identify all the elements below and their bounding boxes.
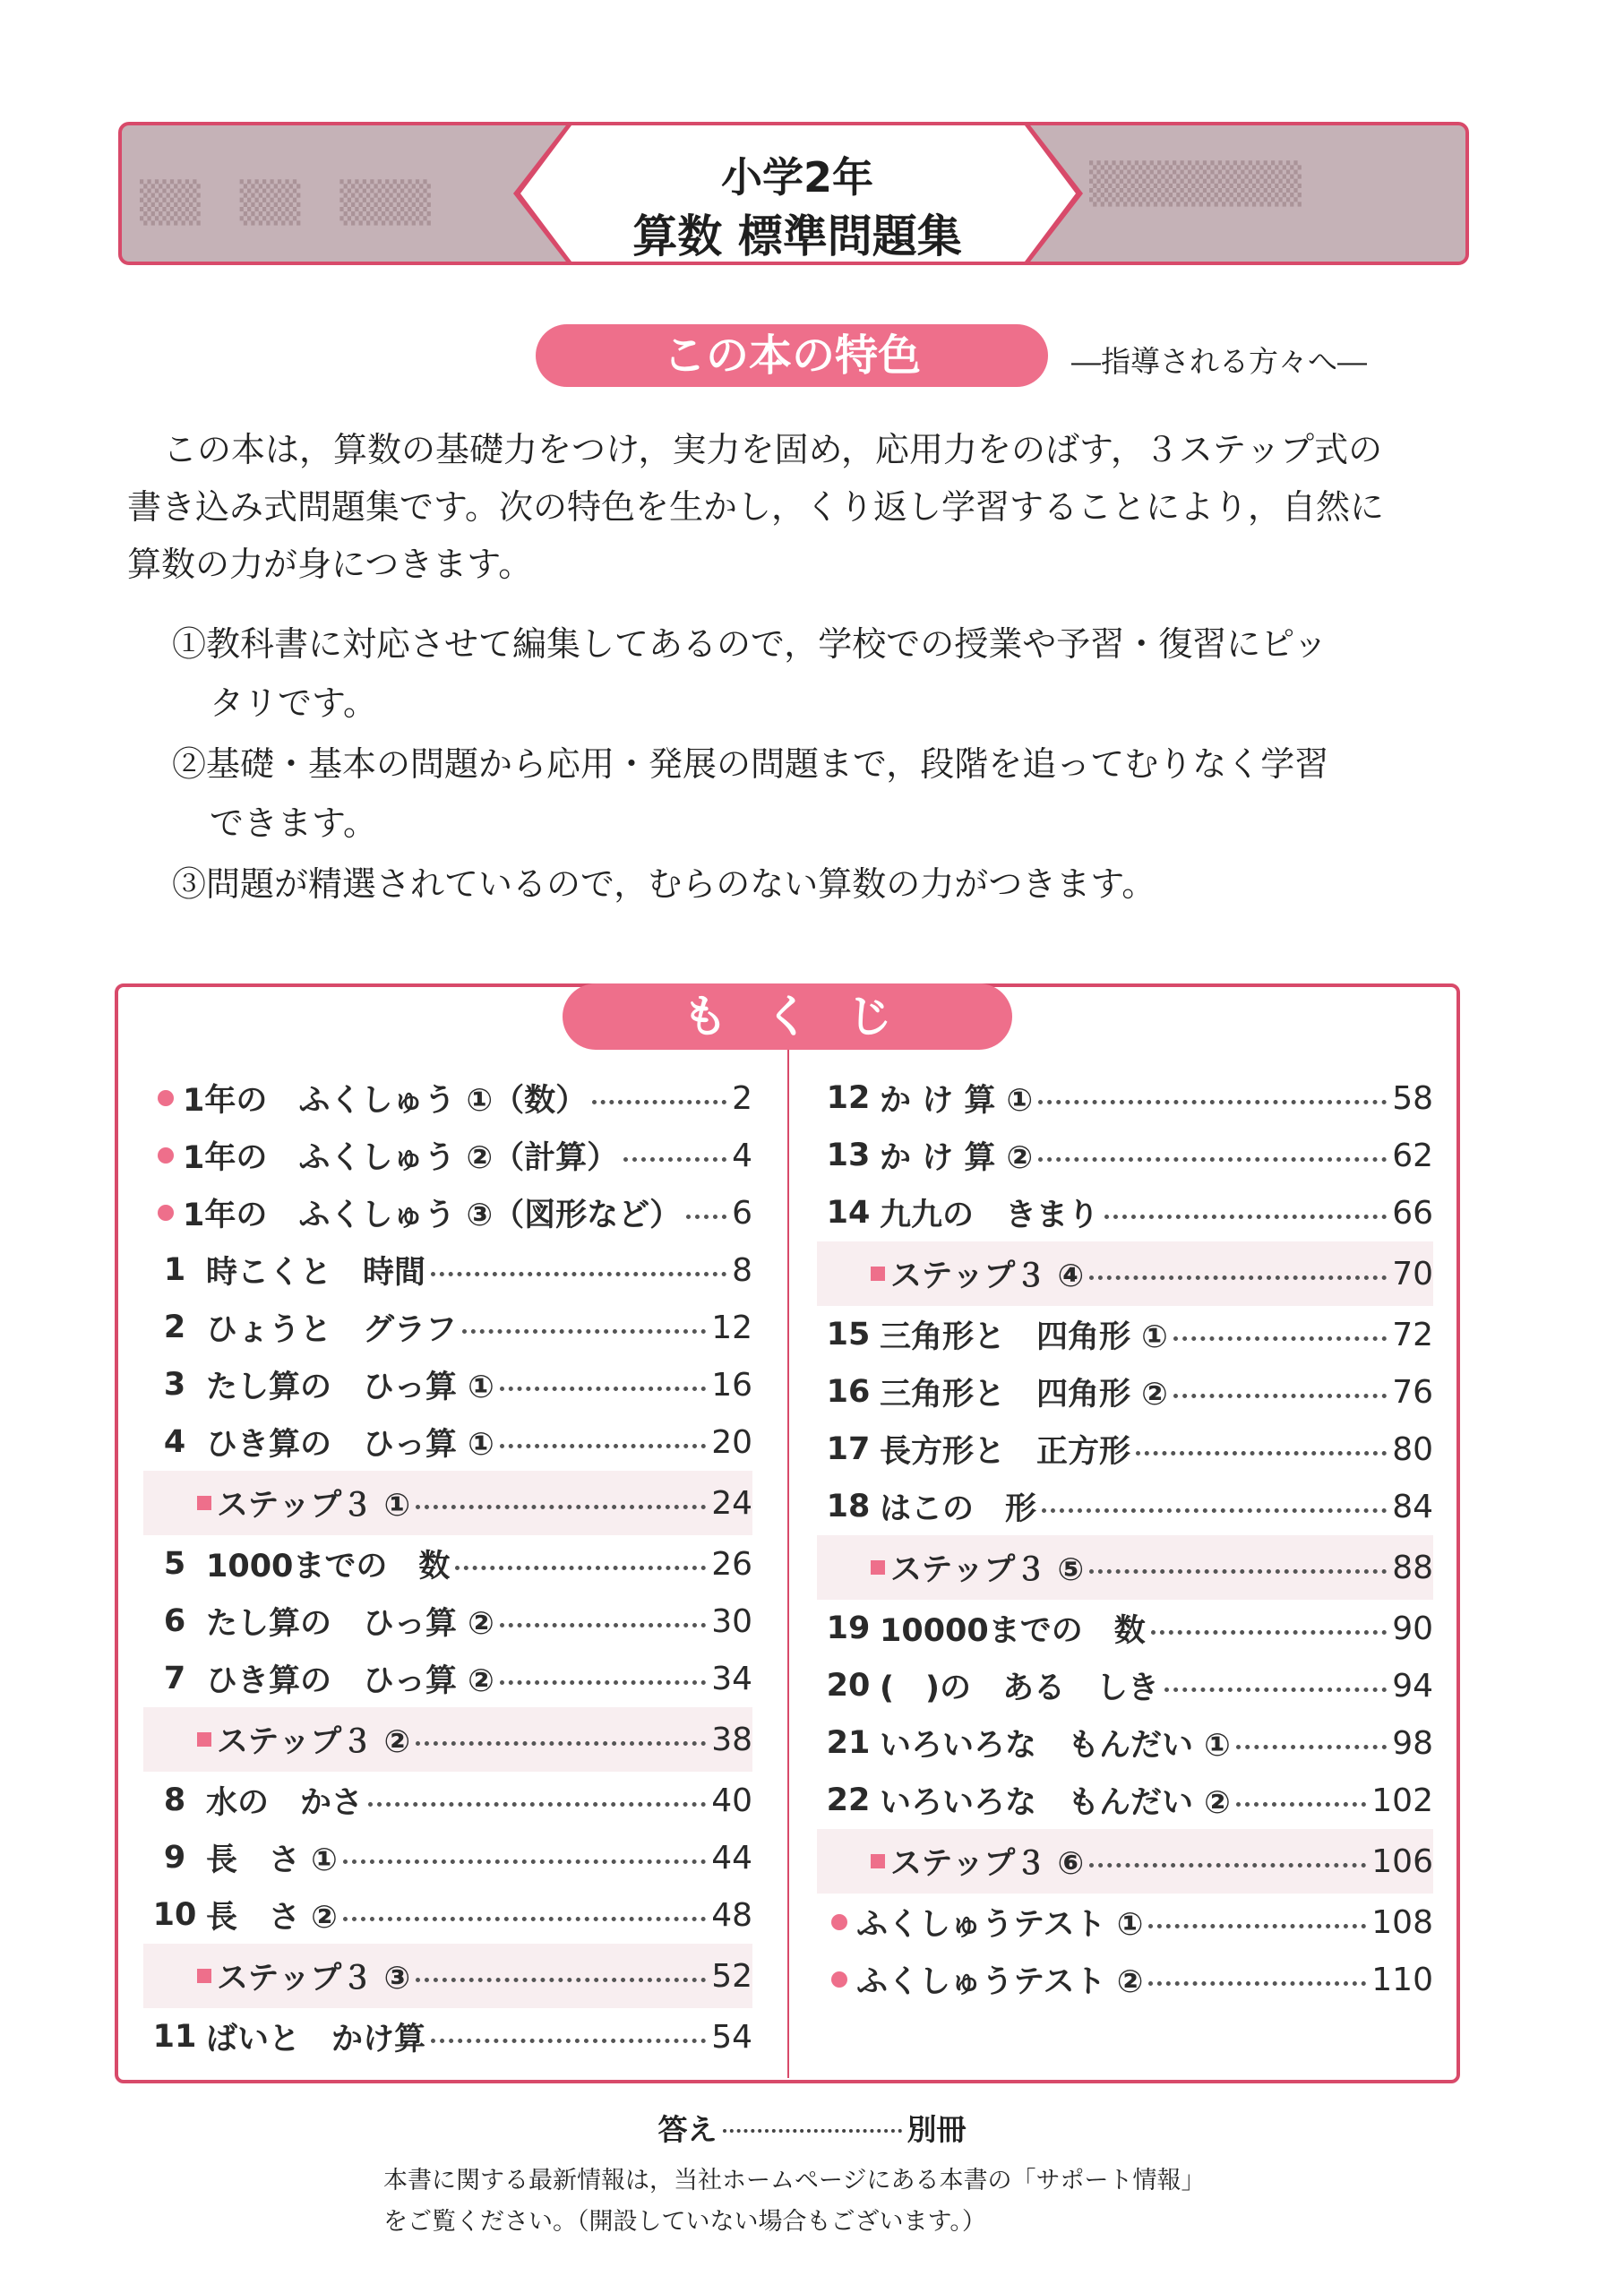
toc-leader-dots <box>1236 1802 1366 1807</box>
toc-entry <box>817 1772 1433 1829</box>
features-subheading: ―指導される方々へ― <box>1071 344 1367 379</box>
feature-item-1 <box>172 614 1453 733</box>
toc-entry-number: 10 <box>152 1897 197 1933</box>
toc-leader-dots <box>1089 1275 1387 1280</box>
toc-entry <box>143 1299 752 1356</box>
toc-leader-dots <box>343 1859 706 1864</box>
bullet-dot-icon <box>831 1914 847 1930</box>
toc-leader-dots <box>500 1444 706 1448</box>
toc-entry-page: 54 <box>711 2018 752 2056</box>
toc-entry <box>817 1714 1433 1772</box>
toc-leader-dots <box>1042 1508 1387 1513</box>
header-banner <box>118 122 1469 265</box>
toc-entry-title: はこの 形 <box>880 1491 1037 1527</box>
toc-entry <box>817 1127 1433 1184</box>
toc-entry <box>143 1829 752 1886</box>
toc-entry <box>817 1363 1433 1421</box>
toc-leader-dots <box>592 1100 726 1104</box>
bullet-dot-icon <box>158 1205 174 1221</box>
toc-entry <box>143 1944 752 2008</box>
bullet-square-icon <box>871 1854 885 1868</box>
toc-leader-dots <box>1089 1863 1366 1868</box>
toc-entry-page: 24 <box>711 1484 752 1522</box>
toc-entry <box>143 1184 752 1241</box>
toc-entry <box>817 1421 1433 1478</box>
toc-entry-title: ( )の ある しき <box>880 1670 1159 1706</box>
toc-entry-page: 34 <box>711 1660 752 1697</box>
toc-entry-page: 94 <box>1392 1667 1433 1705</box>
toc-entry-page: 110 <box>1371 1961 1433 1998</box>
feature-item-2 <box>172 734 1453 853</box>
toc-leader-dots <box>1173 1336 1387 1341</box>
toc-entry-number: 9 <box>163 1840 186 1876</box>
toc-entry-number: 17 <box>826 1431 871 1467</box>
toc-entry-title: 長方形と 正方形 <box>880 1434 1131 1470</box>
bullet-square-icon <box>871 1267 885 1281</box>
toc-entry <box>143 1127 752 1184</box>
toc-entry-page: 106 <box>1371 1842 1433 1880</box>
toc-entry-title: ひき算の ひっ算 ② <box>206 1663 494 1699</box>
toc-entry <box>143 1772 752 1829</box>
toc-entry <box>817 1241 1433 1306</box>
toc-entry <box>817 1951 1433 2008</box>
toc-entry-title: ステップ３ ④ <box>890 1258 1085 1294</box>
answer-line <box>0 2107 1624 2149</box>
banner-title-book: 算数 標準問題集 <box>632 210 962 262</box>
banner-ghost-text-right: ▒▒▒▒▒▒▒ <box>1089 161 1302 207</box>
toc-entry-title: ステップ３ ② <box>217 1724 411 1760</box>
toc-entry <box>143 1471 752 1535</box>
toc-entry-title: 水の かさ <box>206 1785 364 1821</box>
toc-entry <box>143 1650 752 1707</box>
toc-entry <box>817 1657 1433 1714</box>
bullet-square-icon <box>197 1732 211 1747</box>
toc-entry <box>817 1184 1433 1241</box>
answer-leader <box>723 2129 902 2133</box>
toc-entry-page: 44 <box>711 1839 752 1876</box>
toc-leader-dots <box>500 1623 706 1627</box>
banner-ghost-text-left: ▒▒ ▒▒ ▒▒▒ <box>140 180 431 226</box>
toc-entry <box>143 1241 752 1299</box>
toc-leader-dots <box>1104 1215 1387 1219</box>
feature-item-text: ①教科書に対応させて編集してあるので，学校での授業や予習・復習にピッ <box>172 624 1328 664</box>
support-notice-line1: 本書に関する最新情報は，当社ホームページにある本書の「サポート情報」 <box>383 2167 1206 2194</box>
bullet-dot-icon <box>158 1090 174 1106</box>
toc-entry-page: 72 <box>1392 1316 1433 1353</box>
toc-leader-dots <box>1089 1569 1387 1574</box>
toc-entry-number: 5 <box>163 1546 186 1582</box>
toc-entry-number: 2 <box>163 1310 186 1345</box>
feature-item-text: ②基礎・基本の問題から応用・発展の問題まで，段階を追ってむりなく学習 <box>172 744 1329 784</box>
toc-entry <box>143 1535 752 1593</box>
feature-item-text: タリです。 <box>210 683 377 723</box>
toc-entry-page: 40 <box>711 1782 752 1819</box>
toc-entry-number: 11 <box>152 2019 197 2055</box>
toc-leader-dots <box>1038 1157 1387 1162</box>
toc-entry-title: いろいろな もんだい ① <box>880 1728 1231 1764</box>
toc-entry-page: 108 <box>1371 1903 1433 1941</box>
intro-line: 算数の力が身につきます。 <box>127 545 533 584</box>
toc-entry-page: 38 <box>711 1721 752 1758</box>
toc-entry-number: 16 <box>826 1374 871 1410</box>
toc-entry-title: 1年の ふくしゅう ③（図形など） <box>183 1198 682 1233</box>
toc-leader-dots <box>431 2039 706 2043</box>
toc-entry-page: 12 <box>711 1309 752 1346</box>
toc-leader-dots <box>368 1802 706 1807</box>
toc-leader-dots <box>455 1566 706 1570</box>
toc-entry-number: 15 <box>826 1317 871 1353</box>
toc-divider <box>787 1050 789 2078</box>
toc-leader-dots <box>1173 1394 1387 1398</box>
toc-entry-number: 7 <box>163 1661 186 1696</box>
toc-entry-number: 14 <box>826 1195 871 1231</box>
toc-entry <box>143 1413 752 1471</box>
toc-entry-number: 22 <box>826 1782 871 1818</box>
toc-entry <box>817 1306 1433 1363</box>
toc-entry-title: 10000までの 数 <box>880 1613 1146 1649</box>
answer-location: 別冊 <box>907 2112 967 2147</box>
toc-leader-dots <box>1236 1745 1387 1749</box>
toc-entry <box>817 1535 1433 1600</box>
toc-leader-dots <box>1136 1451 1387 1456</box>
toc-leader-dots <box>1038 1100 1387 1104</box>
toc-leader-dots <box>416 1505 706 1509</box>
toc-entry-page: 4 <box>732 1137 752 1174</box>
intro-line: 書き込み式問題集です。次の特色を生かし，くり返し学習することにより，自然に <box>127 487 1384 527</box>
toc-entry-page: 76 <box>1392 1373 1433 1411</box>
toc-entry-number: 1 <box>163 1252 186 1288</box>
toc-entry-title: 1000までの 数 <box>206 1549 451 1584</box>
toc-entry-title: ふくしゅうテスト ① <box>856 1907 1144 1943</box>
toc-entry-title: ひき算の ひっ算 ① <box>206 1427 494 1463</box>
toc-entry-page: 80 <box>1392 1430 1433 1468</box>
toc-entry <box>143 1707 752 1772</box>
toc-entry-number: 3 <box>163 1367 186 1403</box>
bullet-square-icon <box>197 1496 211 1510</box>
toc-entry-title: ステップ３ ⑤ <box>890 1552 1085 1588</box>
toc-entry-number: 6 <box>163 1603 186 1639</box>
toc-entry-page: 102 <box>1371 1782 1433 1819</box>
toc-entry <box>143 1593 752 1650</box>
toc-leader-dots <box>1148 1981 1366 1986</box>
toc-entry <box>817 1894 1433 1951</box>
features-heading: この本の特色 <box>536 324 1048 387</box>
toc-entry <box>143 2008 752 2065</box>
toc-entry-title: たし算の ひっ算 ① <box>206 1370 494 1405</box>
banner-title-grade: 小学2年 <box>720 153 873 202</box>
feature-item-text: できます。 <box>210 803 377 843</box>
toc-entry-title: 長 さ ② <box>206 1900 338 1936</box>
intro-line: この本は，算数の基礎力をつけ，実力を固め，応用力をのばす，３ステップ式の <box>163 430 1383 469</box>
feature-item-text: ③問題が精選されているので，むらのない算数の力がつきます。 <box>172 864 1156 904</box>
toc-entry-number: 8 <box>163 1782 186 1818</box>
toc-entry-title: 1年の ふくしゅう ②（計算） <box>183 1140 619 1176</box>
toc-leader-dots <box>1148 1924 1366 1928</box>
toc-leader-dots <box>500 1680 706 1685</box>
toc-entry-page: 62 <box>1392 1137 1433 1174</box>
toc-left-column <box>143 1069 752 2065</box>
toc-entry-page: 8 <box>732 1251 752 1289</box>
toc-entry-title: ばいと かけ算 <box>206 2022 426 2057</box>
features-intro <box>127 421 1471 593</box>
toc-entry-title: ひょうと グラフ <box>206 1312 458 1348</box>
toc-leader-dots <box>416 1741 706 1746</box>
toc-entry-page: 84 <box>1392 1488 1433 1525</box>
toc-entry-number: 19 <box>826 1610 871 1646</box>
bullet-dot-icon <box>831 1971 847 1988</box>
toc-entry-number: 13 <box>826 1138 871 1173</box>
toc-entry-page: 90 <box>1392 1610 1433 1647</box>
toc-entry <box>143 1069 752 1127</box>
toc-entry-title: ふくしゅうテスト ② <box>856 1964 1144 2000</box>
toc-entry-number: 12 <box>826 1080 871 1116</box>
toc-entry <box>817 1478 1433 1535</box>
toc-entry-page: 52 <box>711 1957 752 1995</box>
toc-leader-dots <box>686 1215 726 1219</box>
toc-entry-page: 70 <box>1392 1255 1433 1292</box>
toc-entry-page: 66 <box>1392 1194 1433 1232</box>
bullet-square-icon <box>197 1969 211 1983</box>
toc-entry-number: 4 <box>163 1424 186 1460</box>
toc-entry-number: 18 <box>826 1489 871 1524</box>
toc-leader-dots <box>1151 1630 1387 1635</box>
toc-entry-title: たし算の ひっ算 ② <box>206 1606 494 1642</box>
support-notice-line2: をご覧ください。（開設していない場合もございます。） <box>383 2208 986 2236</box>
toc-entry <box>143 1356 752 1413</box>
toc-entry-title: 三角形と 四角形 ② <box>880 1377 1168 1413</box>
answer-label: 答え <box>657 2112 717 2147</box>
toc-entry-title: ステップ３ ③ <box>217 1961 411 1997</box>
toc-entry-title: 長 さ ① <box>206 1842 338 1878</box>
toc-entry-number: 20 <box>826 1668 871 1704</box>
toc-leader-dots <box>462 1329 706 1334</box>
toc-leader-dots <box>343 1917 706 1921</box>
toc-entry-title: ステップ３ ⑥ <box>890 1846 1085 1882</box>
toc-heading: もくじ <box>563 983 1012 1050</box>
toc-entry-title: 1年の ふくしゅう ①（数） <box>183 1083 588 1119</box>
toc-entry-title: か け 算 ① <box>880 1083 1034 1119</box>
toc-entry <box>817 1069 1433 1127</box>
toc-entry-number: 21 <box>826 1725 871 1761</box>
toc-leader-dots <box>500 1387 706 1391</box>
toc-right-column <box>817 1069 1433 2008</box>
toc-entry-title: ステップ３ ① <box>217 1488 411 1524</box>
toc-entry-title: 時こくと 時間 <box>206 1255 426 1291</box>
toc-entry-page: 48 <box>711 1896 752 1934</box>
toc-entry-title: いろいろな もんだい ② <box>880 1785 1231 1821</box>
toc-entry <box>817 1829 1433 1894</box>
toc-entry-page: 2 <box>732 1079 752 1117</box>
toc-entry-page: 98 <box>1392 1724 1433 1762</box>
bullet-dot-icon <box>158 1147 174 1164</box>
toc-entry-page: 20 <box>711 1423 752 1461</box>
bullet-square-icon <box>871 1560 885 1575</box>
toc-leader-dots <box>431 1272 726 1276</box>
toc-entry <box>817 1600 1433 1657</box>
toc-entry-page: 6 <box>732 1194 752 1232</box>
toc-entry-title: 九九の きまり <box>880 1198 1100 1233</box>
toc-entry-page: 58 <box>1392 1079 1433 1117</box>
toc-entry-page: 30 <box>711 1602 752 1640</box>
toc-leader-dots <box>1164 1688 1387 1692</box>
toc-entry-title: 三角形と 四角形 ① <box>880 1319 1168 1355</box>
toc-leader-dots <box>623 1157 726 1162</box>
toc-entry-page: 26 <box>711 1545 752 1583</box>
toc-entry-page: 88 <box>1392 1549 1433 1586</box>
toc-entry-title: か け 算 ② <box>880 1140 1034 1176</box>
toc-entry-page: 16 <box>711 1366 752 1404</box>
toc-entry <box>143 1886 752 1944</box>
feature-item-3 <box>172 855 1453 914</box>
toc-leader-dots <box>416 1978 706 1982</box>
